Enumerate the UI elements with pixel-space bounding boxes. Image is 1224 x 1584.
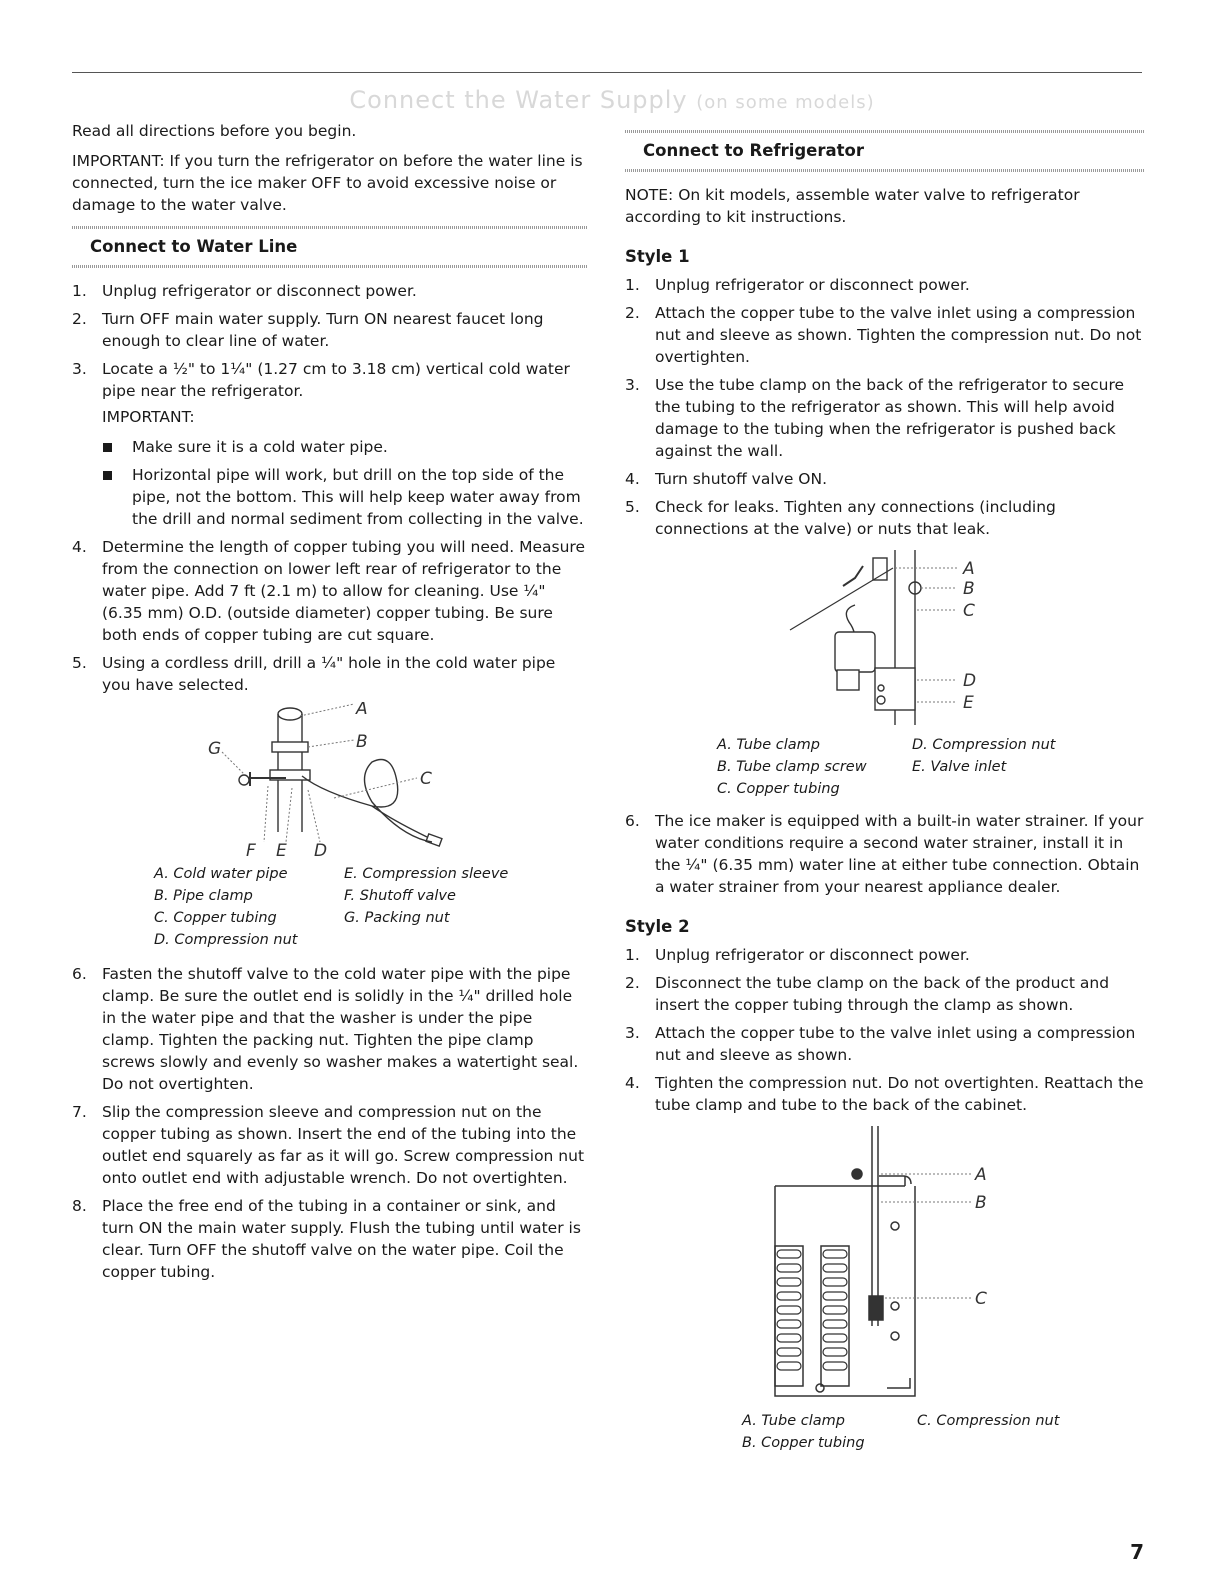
bullet-item: Make sure it is a cold water pipe.	[102, 436, 587, 458]
fig-label-g: G	[208, 739, 222, 759]
caption-item: G. Packing nut	[344, 910, 450, 926]
bullet-item: Horizontal pipe will work, but drill on the top side of the pipe, not the bottom. This will help keep water away from the drill and normal sediment from collecting in the valve.	[102, 464, 587, 530]
caption-item: E. Valve inlet	[912, 759, 1007, 775]
water-line-steps-1	[72, 280, 587, 696]
list-item: 7. Slip the compression sleeve and compression nut on the copper tubing as shown. Insert the end of the tubing into the outlet end squarely as far as it will go. Screw compression nut onto outlet end with adjustable wrench. Do not overtighten.	[72, 1103, 585, 1187]
fig-label-c: C	[975, 1289, 987, 1309]
style-2-caption	[742, 1410, 1145, 1454]
water-line-steps-2	[72, 963, 587, 1283]
kit-note: NOTE: On kit models, assemble water valve to refrigerator according to kit instructions.	[625, 186, 1080, 226]
section-heading-water-line: Connect to Water Line	[72, 230, 587, 264]
list-item: 4. Turn shutoff valve ON.	[625, 470, 828, 488]
caption-item: C. Copper tubing	[717, 781, 840, 797]
page-title-main: Connect the Water Supply	[349, 86, 688, 114]
list-item: 6. Fasten the shutoff valve to the cold water pipe with the pipe clamp. Be sure the outlet end is solidly in the ¼" drilled hole in the water pipe and that the washer is under the pipe clamp. Tighten the packing nut. Tighten the pipe clamp screws slowly and evenly so washer makes a watertight seal. Do not overtighten.	[72, 965, 579, 1093]
list-item: 5. Check for leaks. Tighten any connections (including connections at the valve) or nuts that leak.	[625, 498, 1056, 538]
style-2-figure	[625, 1126, 1145, 1406]
list-item: 2. Disconnect the tube clamp on the back of the product and insert the copper tubing through the clamp as shown.	[625, 974, 1110, 1014]
list-item: 1. Unplug refrigerator or disconnect power.	[625, 946, 970, 964]
fig-label-d: D	[963, 671, 977, 691]
caption-item: B. Copper tubing	[742, 1435, 865, 1451]
fig-label-c: C	[420, 769, 432, 789]
section-heading-refrigerator: Connect to Refrigerator	[625, 134, 1145, 168]
right-column	[625, 120, 1145, 1454]
fig-label-e: E	[276, 841, 287, 857]
style-1-steps	[625, 274, 1145, 540]
caption-item: C. Copper tubing	[154, 910, 277, 926]
fig-label-a: A	[963, 559, 975, 579]
list-item: 4. Tighten the compression nut. Do not overtighten. Reattach the tube clamp and tube to the back of the cabinet.	[625, 1074, 1144, 1114]
style-1-illustration	[625, 550, 1145, 730]
caption-item: A. Tube clamp	[742, 1413, 845, 1429]
caption-item: B. Pipe clamp	[154, 888, 253, 904]
fig-label-d: D	[314, 841, 328, 857]
list-item: 3. Use the tube clamp on the back of the refrigerator to secure the tubing to the refrigerator as shown. This will help avoid damage to the tubing when the refrigerator is pushed back against the wall.	[625, 376, 1125, 460]
caption-item: A. Cold water pipe	[154, 866, 288, 882]
caption-item: E. Compression sleeve	[344, 866, 509, 882]
style-2-illustration	[625, 1126, 1145, 1406]
important-note: IMPORTANT: If you turn the refrigerator on before the water line is connected, turn the ice maker OFF to avoid excessive noise or damage to the water valve.	[72, 152, 583, 214]
fig-label-c: C	[963, 601, 975, 621]
page-number: 7	[1130, 1540, 1144, 1564]
list-item: 2. Turn OFF main water supply. Turn ON nearest faucet long enough to clear line of water.	[72, 310, 544, 350]
important-bullets	[102, 436, 587, 530]
list-item: 1. Unplug refrigerator or disconnect power.	[72, 282, 417, 300]
fig-label-b: B	[975, 1193, 987, 1213]
caption-item: B. Tube clamp screw	[717, 759, 867, 775]
list-item: 2. Attach the copper tube to the valve inlet using a compression nut and sleeve as shown. Tighten the compression nut. Do not overtighten.	[625, 304, 1142, 366]
shutoff-valve-illustration	[72, 702, 587, 857]
intro-text: Read all directions before you begin.	[72, 122, 357, 140]
list-item: 5. Using a cordless drill, drill a ¼" hole in the cold water pipe you have selected.	[72, 654, 556, 694]
style-1-caption	[717, 734, 1145, 800]
style-2-heading: Style 2	[625, 917, 690, 936]
fig-label-b: B	[963, 579, 975, 599]
fig-label-a: A	[975, 1165, 987, 1185]
list-item: 8. Place the free end of the tubing in a container or sink, and turn ON the main water supply. Flush the tubing until water is clear. Turn OFF the shutoff valve on the water pipe. Coil the copper tubing.	[72, 1197, 581, 1281]
shutoff-valve-caption	[154, 863, 587, 951]
important-label: IMPORTANT:	[102, 408, 195, 426]
fig-label-b: B	[356, 732, 368, 752]
top-rule	[72, 72, 1142, 73]
style-2-steps	[625, 944, 1145, 1116]
caption-item: C. Compression nut	[917, 1413, 1060, 1429]
page-title	[0, 86, 1224, 114]
list-item: 4. Determine the length of copper tubing you will need. Measure from the connection on lower left rear of refrigerator to the water pipe. Add 7 ft (2.1 m) to allow for cleaning. Use ¼" (6.35 mm) O.D. (outside diameter) copper tubing. Be sure both ends of copper tubing are cut square.	[72, 538, 585, 644]
style-1-step-6	[625, 810, 1145, 898]
style-1-figure	[625, 550, 1145, 730]
list-item: 3. Locate a ½" to 1¼" (1.27 cm to 3.18 cm) vertical cold water pipe near the refrigerator. IMPORTANT: Make sure it is a cold water pipe. Horizontal pipe will work, but drill on the top side of the pipe, not the bottom. This will help keep water away from the drill and normal sediment from collecting in the valve.	[72, 358, 587, 530]
left-column	[72, 120, 587, 1289]
style-1-heading: Style 1	[625, 247, 690, 266]
shutoff-valve-figure	[72, 702, 587, 857]
caption-item: D. Compression nut	[154, 932, 298, 948]
list-item: 3. Attach the copper tube to the valve inlet using a compression nut and sleeve as shown.	[625, 1024, 1136, 1064]
fig-label-f: F	[246, 841, 256, 857]
list-item: 1. Unplug refrigerator or disconnect power.	[625, 276, 970, 294]
page-title-sub: (on some models)	[696, 92, 875, 113]
caption-item: A. Tube clamp	[717, 737, 820, 753]
fig-label-e: E	[963, 693, 974, 713]
caption-item: F. Shutoff valve	[344, 888, 456, 904]
fig-label-a: A	[356, 702, 368, 719]
caption-item: D. Compression nut	[912, 737, 1056, 753]
list-item: 6. The ice maker is equipped with a built-in water strainer. If your water conditions require a second water strainer, install it in the ¼" (6.35 mm) water line at either tube connection. Obtain a water strainer from your nearest appliance dealer.	[625, 812, 1144, 896]
